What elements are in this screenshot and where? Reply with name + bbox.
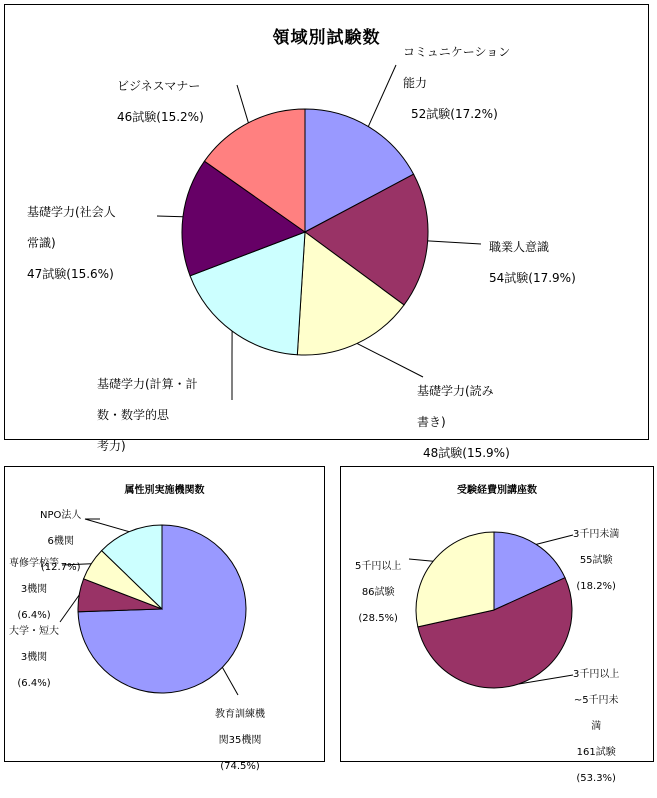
slice-percent-label: (53.3%) bbox=[573, 772, 619, 785]
leader-line bbox=[536, 535, 573, 544]
slice-label-line: 書き) bbox=[417, 415, 510, 431]
slice-percent-label: (18.2%) bbox=[573, 580, 619, 593]
slice-label-line: ビジネスマナー bbox=[117, 79, 204, 95]
slice-label-business-manners bbox=[117, 63, 204, 141]
slice-label-3000-to-5000 bbox=[573, 655, 619, 798]
slice-value-label: 47試験(15.6%) bbox=[27, 267, 116, 283]
slice-label-line: 数・数学的思 bbox=[97, 408, 198, 424]
slice-label-line: 考力) bbox=[97, 439, 198, 455]
slice-label-line: 教育訓練機 bbox=[215, 708, 265, 721]
slice-label-line: 専修学校等 bbox=[9, 557, 59, 570]
chart-title: 属性別実施機関数 bbox=[5, 481, 324, 496]
leader-line bbox=[85, 519, 129, 532]
slice-label-line: 基礎学力(読み bbox=[417, 384, 510, 400]
slice-value-label: 55試験 bbox=[573, 554, 619, 567]
slice-label-npo bbox=[40, 496, 81, 587]
slice-label-line: NPO法人 bbox=[40, 509, 81, 522]
slice-label-line: 能力 bbox=[403, 76, 510, 92]
slice-label-communication bbox=[403, 29, 510, 138]
slice-value-label: 3機関 bbox=[9, 583, 59, 596]
chart-title: 領域別試験数 bbox=[5, 23, 648, 48]
chart-title: 受験経費別講座数 bbox=[341, 481, 653, 496]
slice-percent-label: (6.4%) bbox=[9, 677, 59, 690]
slice-value-label: 52試験(17.2%) bbox=[403, 107, 510, 123]
slice-label-under-3000 bbox=[573, 515, 619, 606]
chart-panel-institution-type bbox=[4, 466, 325, 762]
slice-value-label: 6機関 bbox=[40, 535, 81, 548]
leader-line bbox=[60, 595, 79, 622]
slice-label-training-institutions bbox=[215, 695, 265, 786]
slice-label-line: 大学・短大 bbox=[9, 625, 59, 638]
leader-line bbox=[409, 559, 433, 561]
slice-label-line: 関 bbox=[219, 735, 229, 746]
slice-label-line: 5千円以上 bbox=[355, 560, 401, 573]
leader-line bbox=[157, 216, 183, 217]
slice-percent-label: (74.5%) bbox=[215, 760, 265, 773]
slice-label-line: 基礎学力(計算・計 bbox=[97, 377, 198, 393]
slice-percent-label: (28.5%) bbox=[355, 612, 401, 625]
leader-line bbox=[368, 65, 396, 127]
slice-value-label: 3機関 bbox=[9, 651, 59, 664]
slice-value-label: 46試験(15.2%) bbox=[117, 110, 204, 126]
leader-line bbox=[237, 85, 248, 123]
slice-label-professional-awareness bbox=[489, 224, 576, 302]
leader-line bbox=[428, 241, 481, 244]
slice-label-line: 職業人意識 bbox=[489, 240, 576, 256]
leader-line bbox=[357, 343, 423, 377]
slice-label-line: ~5千円未 bbox=[573, 694, 619, 707]
chart-panel-exam-cost bbox=[340, 466, 654, 762]
slice-label-social-common-sense bbox=[27, 189, 116, 298]
slice-percent-label: (6.4%) bbox=[9, 609, 59, 622]
slice-label-line: 常識) bbox=[27, 236, 116, 252]
slice-label-line: 3千円以上 bbox=[573, 668, 619, 681]
slice-percent-label: (12.7%) bbox=[40, 561, 81, 574]
slice-value-label: 54試験(17.9%) bbox=[489, 271, 576, 287]
slice-label-line: 満 bbox=[573, 720, 619, 733]
slice-label-line: 基礎学力(社会人 bbox=[27, 205, 116, 221]
slice-value-label: 48試験(15.9%) bbox=[417, 446, 510, 462]
leader-line bbox=[222, 667, 238, 695]
slice-label-line: コミュニケーション bbox=[403, 45, 510, 61]
chart-panel-domain bbox=[4, 4, 649, 440]
slice-value-label: 161試験 bbox=[573, 746, 619, 759]
slice-label-reading-writing bbox=[417, 368, 510, 477]
slice-label-line: 3千円未満 bbox=[573, 528, 619, 541]
slice-label-over-5000 bbox=[355, 547, 401, 638]
slice-value-label: 86試験 bbox=[355, 586, 401, 599]
slice-value-label: 35機関 bbox=[229, 735, 262, 746]
pie-slice bbox=[416, 532, 494, 627]
